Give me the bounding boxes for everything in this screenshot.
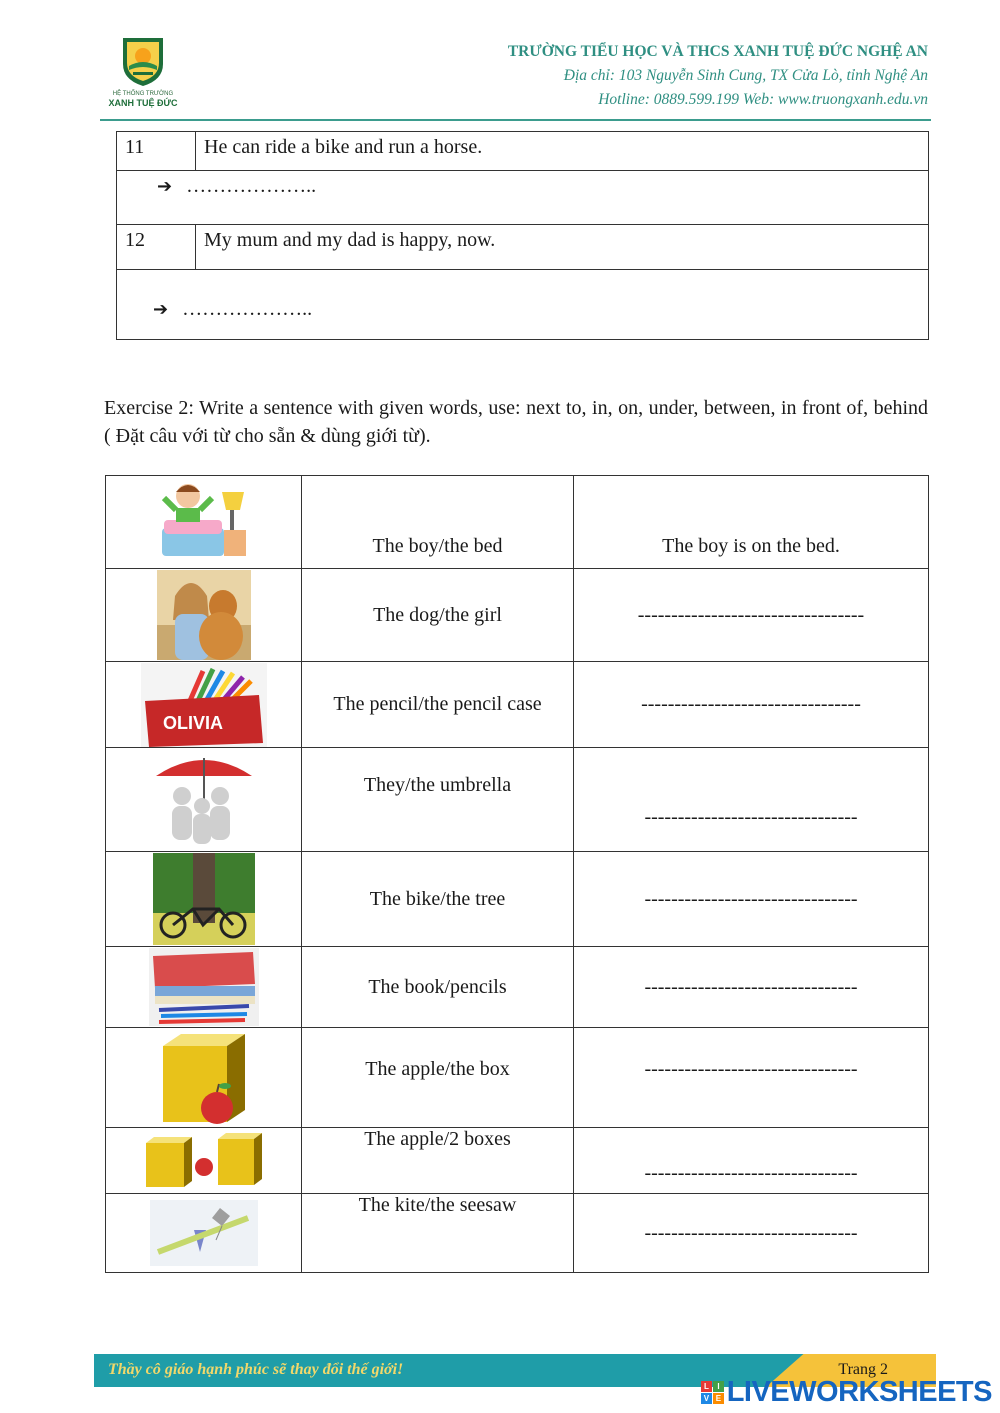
table-row [106,1128,929,1194]
apple-between-boxes-picture [106,1128,302,1194]
page-number: Trang 2 [838,1361,888,1378]
given-words: The kite/the seesaw [302,1194,574,1273]
school-info [508,40,928,112]
given-words: They/the umbrella [302,748,574,852]
answer-cell[interactable]: -------------------------------- [574,748,929,852]
table-row [117,225,929,270]
liveworksheets-badge-icon: L I V E [701,1381,724,1404]
answer-cell[interactable]: -------------------------------- [574,852,929,947]
answer-cell[interactable]: The boy is on the bed. [574,476,929,569]
school-address: Địa chỉ: 103 Nguyễn Sinh Cung, TX Cửa Lò, tỉnh Nghệ An [563,67,928,84]
given-words: The bike/the tree [302,852,574,947]
answer-cell[interactable]: -------------------------------- [574,1028,929,1128]
answer-cell[interactable]: ---------------------------------- [574,569,929,662]
row-sentence: My mum and my dad is happy, now. [196,225,929,270]
given-words: The apple/2 boxes [302,1128,574,1194]
table-row [117,270,929,340]
table-row [117,171,929,225]
table-row [106,1194,929,1273]
given-words: The book/pencils [302,947,574,1028]
school-logo [100,34,186,114]
table-row [106,569,929,662]
table-row [106,476,929,569]
answer-cell[interactable]: --------------------------------- [574,662,929,748]
right-arrow-icon: ➔ [157,176,173,197]
answer-cell[interactable]: -------------------------------- [574,1194,929,1273]
liveworksheets-logo[interactable] [701,1374,992,1410]
answer-cell[interactable]: -------------------------------- [574,947,929,1028]
bike-under-tree-picture [106,852,302,947]
table-row [106,1028,929,1128]
logo-brand: XANH TUỆ ĐỨC [108,98,178,108]
books-pencils-picture [106,947,302,1028]
given-words: The boy/the bed [302,476,574,569]
umbrella-people-picture [106,748,302,852]
answer-cell[interactable] [117,171,929,225]
footer-slogan: Thầy cô giáo hạnh phúc sẽ thay đổi thế giới! [108,1361,404,1378]
kite-seesaw-picture [106,1194,302,1273]
table-row [106,947,929,1028]
answer-blank[interactable]: ……………….. [182,298,313,320]
pencil-case-label: OLIVIA [162,712,223,733]
given-words: The apple/the box [302,1028,574,1128]
given-words: The dog/the girl [302,569,574,662]
girl-with-dog-picture [106,569,302,662]
table-row [106,852,929,947]
boy-on-bed-picture [106,476,302,569]
logo-caption: HỆ THỐNG TRƯỜNG [112,91,174,97]
right-arrow-icon: ➔ [153,299,169,320]
school-crest-icon [119,34,167,88]
answer-blank[interactable]: ……………….. [186,175,317,197]
apple-box-picture [106,1028,302,1128]
table-row [106,748,929,852]
row-sentence: He can ride a bike and run a horse. [196,132,929,171]
pencil-case-picture [106,662,302,748]
table-row [117,132,929,171]
school-hotline: Hotline: 0889.599.199 Web: www.truongxanh.edu.vn [598,91,928,108]
row-number: 11 [117,132,196,171]
exercise2-instruction: Exercise 2: Write a sentence with given words, use: next to, in, on, under, between, in front of, behind ( Đặt câu với từ cho sẵn & dùng giới từ). [104,397,928,447]
answer-cell[interactable]: -------------------------------- [574,1128,929,1194]
exercise1-table [116,131,929,340]
answer-cell[interactable] [117,270,929,340]
liveworksheets-brand: LIVEWORKSHEETS [726,1375,992,1408]
row-number: 12 [117,225,196,270]
table-row [106,662,929,748]
given-words: The pencil/the pencil case [302,662,574,748]
header-divider [100,119,931,121]
school-name: TRƯỜNG TIỂU HỌC VÀ THCS XANH TUỆ ĐỨC NGHỆ AN [507,43,928,60]
exercise2-table [105,475,929,1273]
